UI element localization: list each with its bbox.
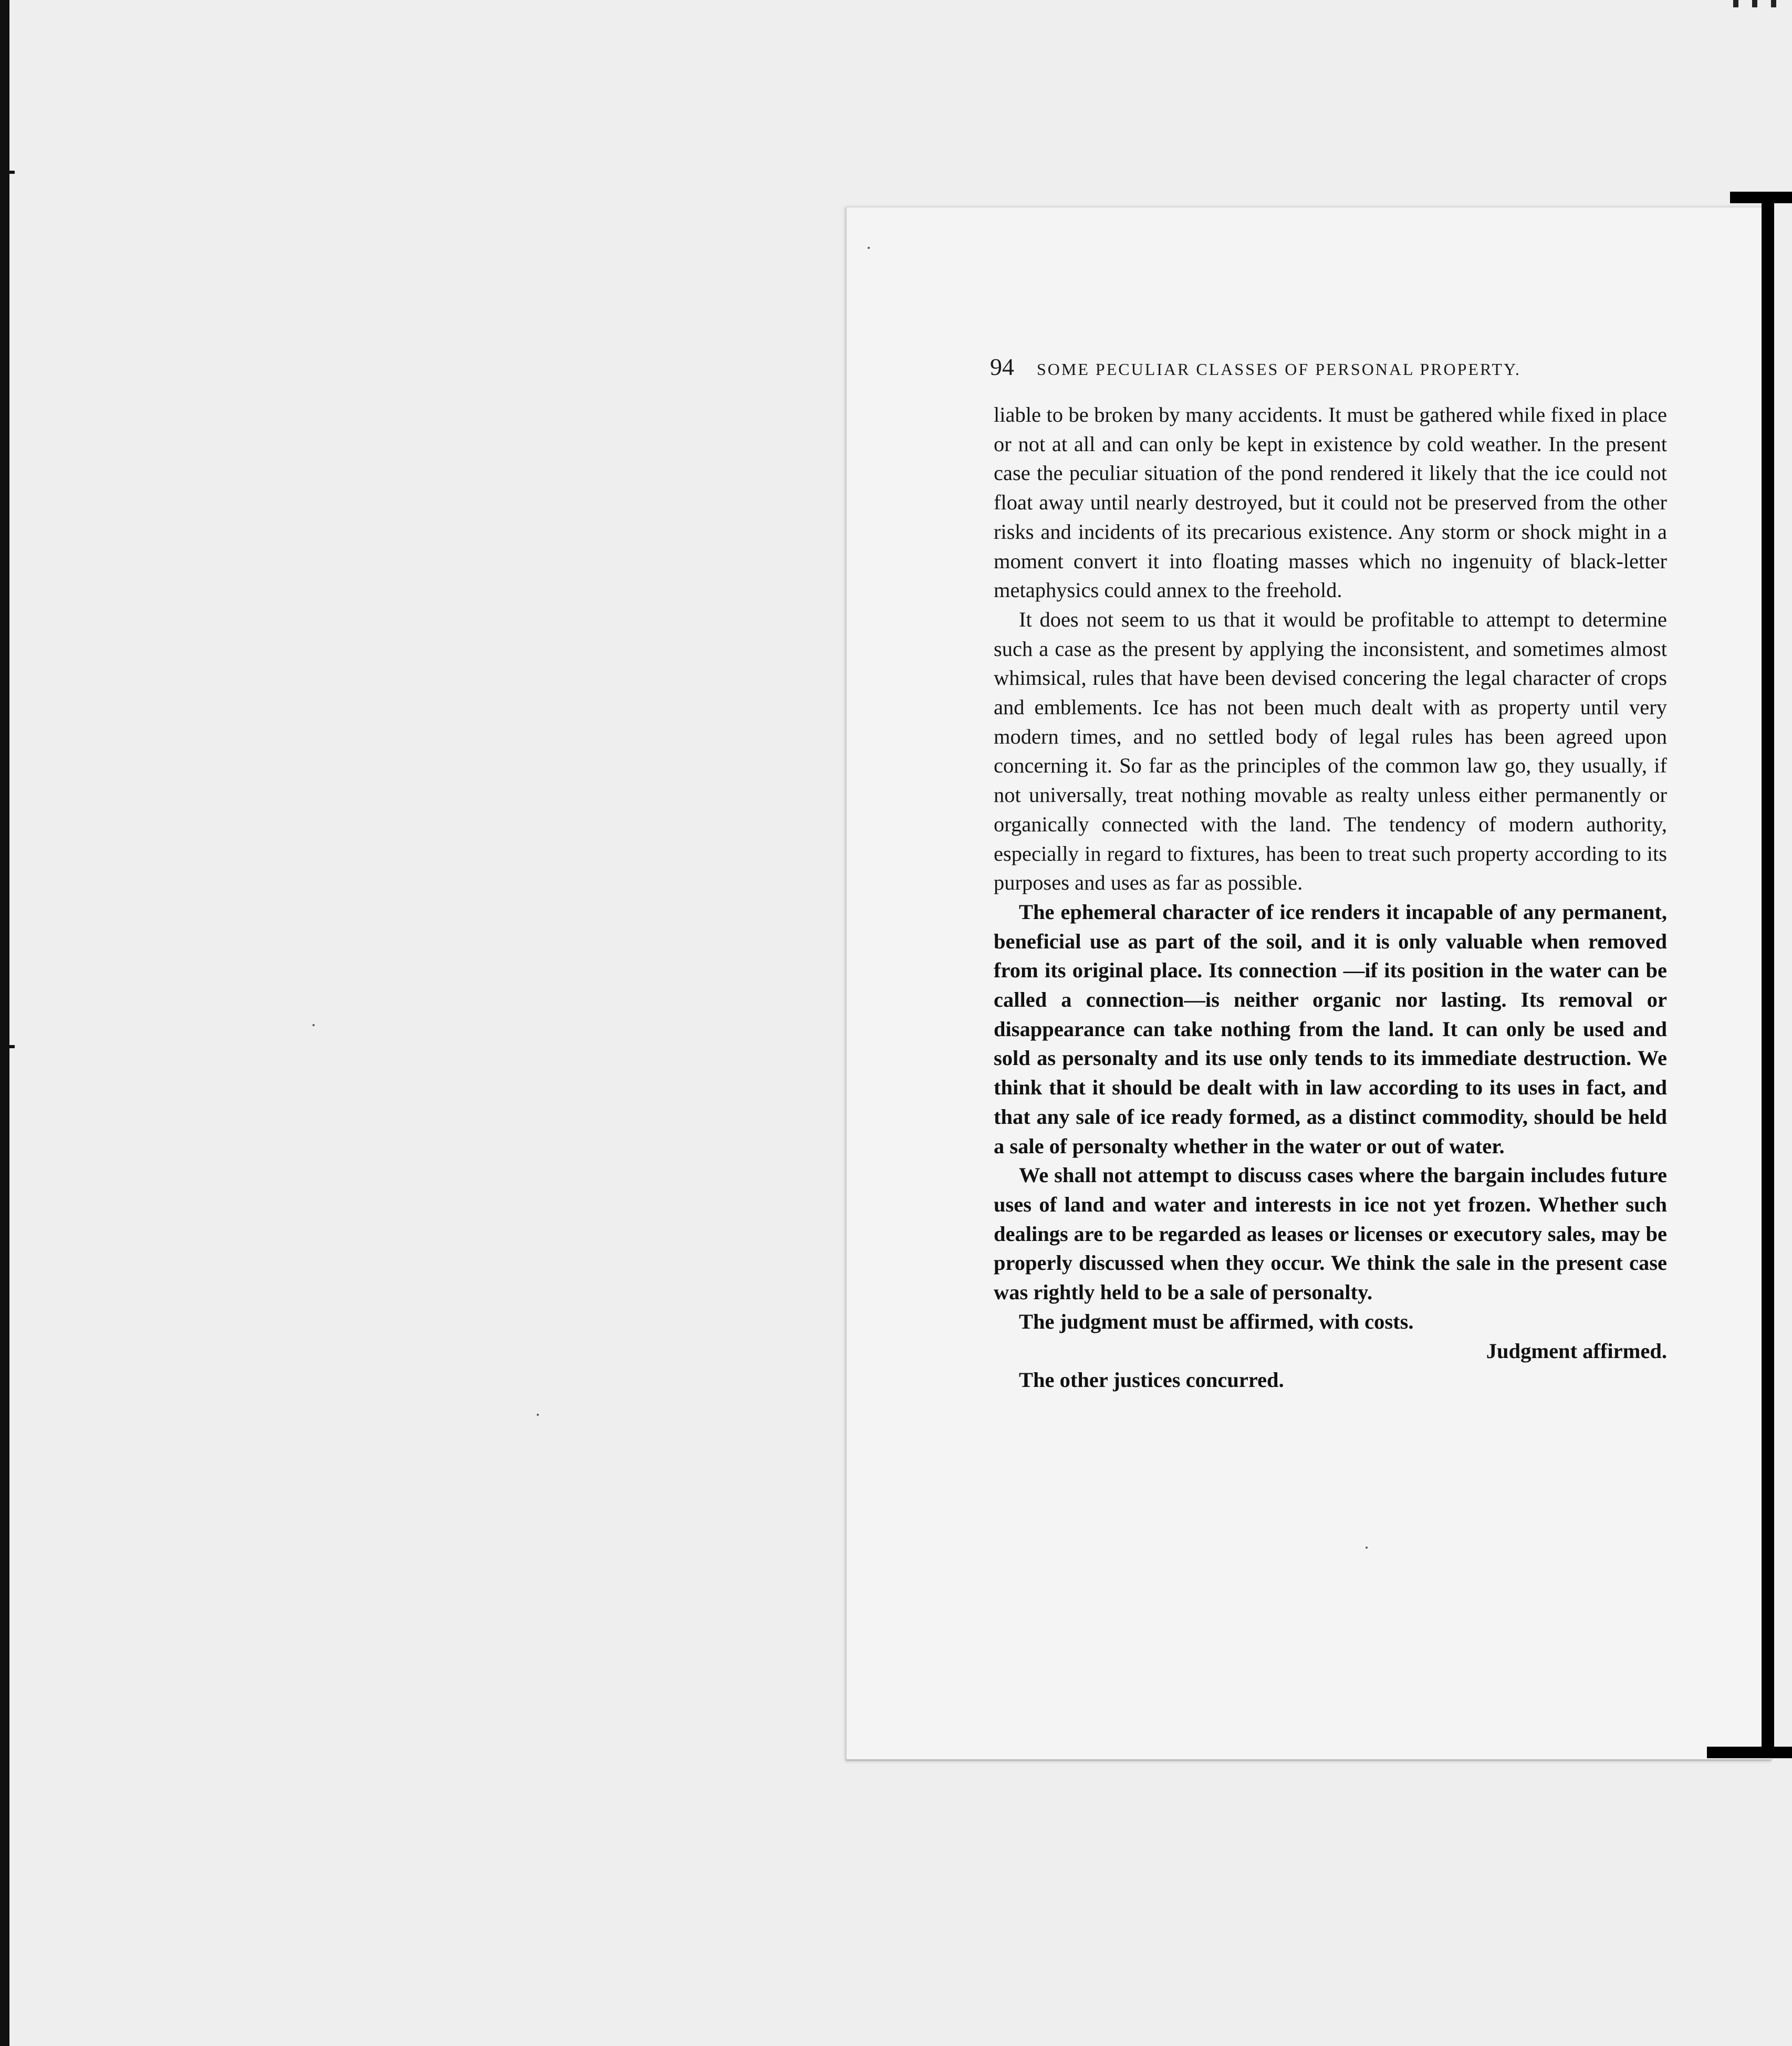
scan-speck [1366, 1547, 1368, 1549]
paragraph: The ephemeral character of ice renders it incapable of any permanent, beneficial use as part of the soil, and it is only valuable when removed from its original place. Its connection —if its position in the water can be called a connection—is neither organic nor lasting. Its removal or disappearance can take nothing from the land. It can only be used and sold as personalty and its use only tends to its immediate destruction. We think that it should be dealt with in law according to its uses in fact, and that any sale of ice ready formed, as a distinct commodity, should be held a sale of personalty whether in the water or out of water. [994, 900, 1667, 1158]
affirmed-costs-line: The judgment must be affirmed, with costs. [1019, 1309, 1414, 1333]
corner-scan-mark [1752, 0, 1757, 7]
left-border-tick [9, 171, 15, 174]
paragraph: We shall not attempt to discuss cases where the bargain includes future uses of land and water and interests in ice not yet frozen. Whether such dealings are to be regarded as leases or licenses or executory sales, may be properly discussed when they occur. We think the sale in the present case was rightly held to be a sale of personalty. [994, 1163, 1667, 1304]
paragraph: It does not seem to us that it would be profitable to attempt to determine such a case as the present by applying the inconsistent, and sometimes almost whimsical, rules that have been devised concering the legal character of crops and emblements. Ice has not been much dealt with as property until very modern times, and no settled body of legal rules has been agreed upon concerning it. So far as the principles of the common law go, they usually, if not universally, treat nothing movable as realty unless either permanently or organically connected with the land. The tendency of modern authority, especially in regard to fixtures, has been to treat such property according to its purposes and uses as far as possible. [994, 607, 1667, 895]
concurred-line: The other justices concurred. [1019, 1368, 1284, 1392]
page-clamp-bracket [1762, 192, 1774, 1758]
corner-scan-mark [1733, 0, 1738, 7]
scan-speck [312, 1024, 315, 1026]
judgment-line: Judgment affirmed. [1486, 1339, 1667, 1363]
paragraph: liable to be broken by many accidents. It must be gathered while fixed in place or not at all and can only be kept in existence by cold weather. In the present case the peculiar situation of the pond rendered it likely that the ice could not float away until nearly destroyed, but it could not be preserved from the other risks and incidents of its precarious existence. Any storm or shock might in a moment convert it into floating masses which no ingenuity of black-letter metaphysics could annex to the freehold. [994, 403, 1667, 602]
running-header [990, 353, 1673, 384]
page-number: 94 [990, 353, 1014, 380]
corner-scan-mark [1771, 0, 1776, 7]
page-body [994, 400, 1667, 1395]
left-scan-border [0, 0, 9, 2046]
left-border-tick [9, 1045, 15, 1048]
scan-speck [868, 247, 870, 249]
page-clamp-bracket-top [1730, 192, 1792, 203]
page-clamp-bracket-bottom [1707, 1747, 1792, 1758]
scan-speck [537, 1414, 539, 1416]
running-header-title: SOME PECULIAR CLASSES OF PERSONAL PROPERTY. [1037, 360, 1521, 379]
